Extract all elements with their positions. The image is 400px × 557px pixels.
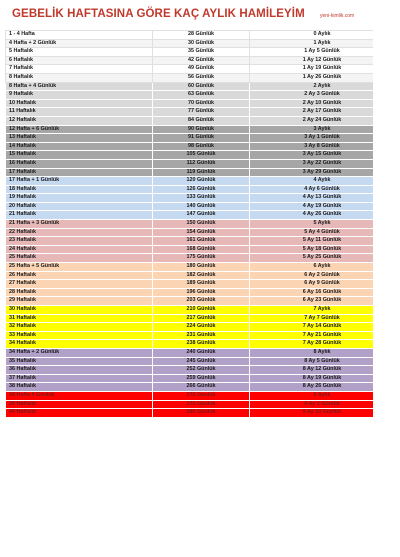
table-row <box>6 82 395 91</box>
table-row <box>6 271 395 280</box>
table-row <box>6 288 395 297</box>
week-cell: 1 - 4 Hafta <box>6 31 153 40</box>
days-cell: 105 Günlük <box>153 151 250 160</box>
months-cell: 6 Ay 9 Günlük <box>250 280 395 289</box>
table-row <box>6 314 395 323</box>
months-cell: 2 Ay 17 Günlük <box>250 108 395 117</box>
days-cell: 240 Günlük <box>153 348 250 357</box>
days-cell: 126 Günlük <box>153 185 250 194</box>
days-cell: 119 Günlük <box>153 168 250 177</box>
table-row <box>6 297 395 306</box>
days-cell: 231 Günlük <box>153 331 250 340</box>
week-cell: 33 Haftalık <box>6 331 153 340</box>
months-cell: 7 Ay 21 Günlük <box>250 331 395 340</box>
table-row <box>6 383 395 392</box>
months-cell: 9 Ay 3 Günlük <box>250 400 395 409</box>
months-cell: 8 Ay 26 Günlük <box>250 383 395 392</box>
week-cell: 17 Haftalık <box>6 168 153 177</box>
days-cell: 203 Günlük <box>153 297 250 306</box>
months-cell: 4 Ay 26 Günlük <box>250 211 395 220</box>
months-cell: 6 Ay 2 Günlük <box>250 271 395 280</box>
days-cell: 224 Günlük <box>153 323 250 332</box>
table-row <box>6 280 395 289</box>
week-cell: 37 Haftalık <box>6 374 153 383</box>
week-cell: 25 Hafta + 5 Günlük <box>6 263 153 272</box>
week-cell: 35 Haftalık <box>6 357 153 366</box>
week-cell: 13 Haftalık <box>6 134 153 143</box>
table-row <box>6 228 395 237</box>
days-cell: 252 Günlük <box>153 366 250 375</box>
week-cell: 26 Haftalık <box>6 271 153 280</box>
days-cell: 196 Günlük <box>153 288 250 297</box>
table-row <box>6 168 395 177</box>
months-cell: 3 Ay 1 Günlük <box>250 134 395 143</box>
week-cell: 9 Haftalık <box>6 91 153 100</box>
table-row <box>6 56 395 65</box>
table-row <box>6 125 395 134</box>
week-cell: 27 Haftalık <box>6 280 153 289</box>
months-cell: 7 Aylık <box>250 306 395 315</box>
table-row <box>6 65 395 74</box>
table-row <box>6 400 395 409</box>
week-cell: 16 Haftalık <box>6 159 153 168</box>
days-cell: 161 Günlük <box>153 237 250 246</box>
table-row <box>6 323 395 332</box>
table-row <box>6 237 395 246</box>
table-row <box>6 39 395 48</box>
days-cell: 56 Günlük <box>153 73 250 82</box>
months-cell: 2 Ay 3 Günlük <box>250 91 395 100</box>
months-cell: 6 Ay 16 Günlük <box>250 288 395 297</box>
days-cell: 259 Günlük <box>153 374 250 383</box>
days-cell: 35 Günlük <box>153 48 250 57</box>
months-cell: 1 Ay 5 Günlük <box>250 48 395 57</box>
week-cell: 38 Haftalık <box>6 383 153 392</box>
months-cell: 9 Ay 10 Günlük <box>250 409 395 418</box>
week-cell: 21 Haftalık <box>6 211 153 220</box>
week-cell: 31 Haftalık <box>6 314 153 323</box>
days-cell: 60 Günlük <box>153 82 250 91</box>
days-cell: 63 Günlük <box>153 91 250 100</box>
week-cell: 14 Haftalık <box>6 142 153 151</box>
months-cell: 1 Ay 12 Günlük <box>250 56 395 65</box>
days-cell: 90 Günlük <box>153 125 250 134</box>
months-cell: 8 Ay 12 Günlük <box>250 366 395 375</box>
week-cell: 25 Haftalık <box>6 254 153 263</box>
days-cell: 182 Günlük <box>153 271 250 280</box>
week-cell: 6 Haftalık <box>6 56 153 65</box>
week-cell: 20 Haftalık <box>6 202 153 211</box>
months-cell: 3 Ay 8 Günlük <box>250 142 395 151</box>
days-cell: 140 Günlük <box>153 202 250 211</box>
table-row <box>6 185 395 194</box>
days-cell: 28 Günlük <box>153 31 250 40</box>
week-cell: 34 Haftalık <box>6 340 153 349</box>
table-row <box>6 391 395 400</box>
table-row <box>6 151 395 160</box>
days-cell: 98 Günlük <box>153 142 250 151</box>
week-cell: 23 Haftalık <box>6 237 153 246</box>
months-cell: 3 Ay 15 Günlük <box>250 151 395 160</box>
days-cell: 120 Günlük <box>153 177 250 186</box>
days-cell: 42 Günlük <box>153 56 250 65</box>
week-cell: 21 Hafta + 3 Günlük <box>6 220 153 229</box>
table-row <box>6 409 395 418</box>
months-cell: 5 Ay 25 Günlük <box>250 254 395 263</box>
table-row <box>6 73 395 82</box>
table-row <box>6 108 395 117</box>
page-title: GEBELİK HAFTASINA GÖRE KAÇ AYLIK HAMİLEYİM <box>12 8 305 20</box>
days-cell: 189 Günlük <box>153 280 250 289</box>
months-cell: 1 Aylık <box>250 39 395 48</box>
months-cell: 5 Ay 18 Günlük <box>250 245 395 254</box>
week-cell: 29 Haftalık <box>6 297 153 306</box>
days-cell: 168 Günlük <box>153 245 250 254</box>
days-cell: 70 Günlük <box>153 99 250 108</box>
week-cell: 12 Hafta + 6 Günlük <box>6 125 153 134</box>
table-row <box>6 194 395 203</box>
days-cell: 210 Günlük <box>153 306 250 315</box>
months-cell: 3 Ay 22 Günlük <box>250 159 395 168</box>
table-row <box>6 254 395 263</box>
months-cell: 7 Ay 7 Günlük <box>250 314 395 323</box>
week-cell: 5 Haftalık <box>6 48 153 57</box>
table-row <box>6 220 395 229</box>
months-cell: 3 Aylık <box>250 125 395 134</box>
table-row <box>6 263 395 272</box>
table-row <box>6 340 395 349</box>
months-cell: 6 Aylık <box>250 263 395 272</box>
week-cell: 24 Haftalık <box>6 245 153 254</box>
week-cell: 18 Haftalık <box>6 185 153 194</box>
table-row <box>6 31 395 40</box>
week-cell: 28 Haftalık <box>6 288 153 297</box>
table-row <box>6 91 395 100</box>
week-cell: 32 Haftalık <box>6 323 153 332</box>
days-cell: 91 Günlük <box>153 134 250 143</box>
days-cell: 150 Günlük <box>153 220 250 229</box>
site-watermark: yeni-kimlik.com <box>320 13 355 19</box>
months-cell: 2 Ay 24 Günlük <box>250 116 395 125</box>
months-cell: 4 Ay 6 Günlük <box>250 185 395 194</box>
days-cell: 84 Günlük <box>153 116 250 125</box>
week-cell: 7 Haftalık <box>6 65 153 74</box>
days-cell: 112 Günlük <box>153 159 250 168</box>
week-cell: 8 Hafta + 4 Günlük <box>6 82 153 91</box>
days-cell: 180 Günlük <box>153 263 250 272</box>
week-cell: 10 Haftalık <box>6 99 153 108</box>
months-cell: 7 Ay 28 Günlük <box>250 340 395 349</box>
table-row <box>6 357 395 366</box>
days-cell: 270 Günlük <box>153 391 250 400</box>
months-cell: 5 Ay 11 Günlük <box>250 237 395 246</box>
pregnancy-table <box>5 30 395 418</box>
days-cell: 273 Günlük <box>153 400 250 409</box>
days-cell: 217 Günlük <box>153 314 250 323</box>
months-cell: 2 Aylık <box>250 82 395 91</box>
months-cell: 3 Ay 29 Günlük <box>250 168 395 177</box>
months-cell: 2 Ay 10 Günlük <box>250 99 395 108</box>
table-row <box>6 245 395 254</box>
days-cell: 175 Günlük <box>153 254 250 263</box>
table-row <box>6 331 395 340</box>
week-cell: 19 Haftalık <box>6 194 153 203</box>
week-cell: 39 Haftalık <box>6 400 153 409</box>
months-cell: 1 Ay 19 Günlük <box>250 65 395 74</box>
days-cell: 77 Günlük <box>153 108 250 117</box>
months-cell: 4 Ay 13 Günlük <box>250 194 395 203</box>
week-cell: 8 Haftalık <box>6 73 153 82</box>
right-margin <box>373 30 400 557</box>
week-cell: 4 Hafta + 2 Günlük <box>6 39 153 48</box>
days-cell: 245 Günlük <box>153 357 250 366</box>
week-cell: 36 Haftalık <box>6 366 153 375</box>
table-row <box>6 348 395 357</box>
days-cell: 280 Günlük <box>153 409 250 418</box>
week-cell: 22 Haftalık <box>6 228 153 237</box>
week-cell: 30 Haftalık <box>6 306 153 315</box>
table-row <box>6 366 395 375</box>
week-cell: 11 Haftalık <box>6 108 153 117</box>
week-cell: 15 Haftalık <box>6 151 153 160</box>
week-cell: 40 Haftalık <box>6 409 153 418</box>
days-cell: 154 Günlük <box>153 228 250 237</box>
table-row <box>6 211 395 220</box>
week-cell: 34 Hafta + 2 Günlük <box>6 348 153 357</box>
months-cell: 5 Aylık <box>250 220 395 229</box>
months-cell: 8 Ay 5 Günlük <box>250 357 395 366</box>
months-cell: 9 Aylık <box>250 391 395 400</box>
header <box>0 0 400 30</box>
months-cell: 8 Ay 19 Günlük <box>250 374 395 383</box>
table-row <box>6 142 395 151</box>
months-cell: 1 Ay 26 Günlük <box>250 73 395 82</box>
days-cell: 30 Günlük <box>153 39 250 48</box>
table-row <box>6 48 395 57</box>
months-cell: 5 Ay 4 Günlük <box>250 228 395 237</box>
table-row <box>6 99 395 108</box>
months-cell: 4 Aylık <box>250 177 395 186</box>
table-row <box>6 116 395 125</box>
days-cell: 133 Günlük <box>153 194 250 203</box>
months-cell: 4 Ay 19 Günlük <box>250 202 395 211</box>
months-cell: 6 Ay 23 Günlük <box>250 297 395 306</box>
months-cell: 7 Ay 14 Günlük <box>250 323 395 332</box>
table-row <box>6 177 395 186</box>
table-body <box>6 31 395 418</box>
days-cell: 266 Günlük <box>153 383 250 392</box>
months-cell: 8 Aylık <box>250 348 395 357</box>
table-row <box>6 306 395 315</box>
days-cell: 49 Günlük <box>153 65 250 74</box>
days-cell: 238 Günlük <box>153 340 250 349</box>
table-row <box>6 374 395 383</box>
table-row <box>6 202 395 211</box>
week-cell: 17 Hafta + 1 Günlük <box>6 177 153 186</box>
table-row <box>6 159 395 168</box>
days-cell: 147 Günlük <box>153 211 250 220</box>
table-row <box>6 134 395 143</box>
week-cell: 12 Haftalık <box>6 116 153 125</box>
months-cell: 0 Aylık <box>250 31 395 40</box>
week-cell: 38 Hafta 4 Günlük <box>6 391 153 400</box>
